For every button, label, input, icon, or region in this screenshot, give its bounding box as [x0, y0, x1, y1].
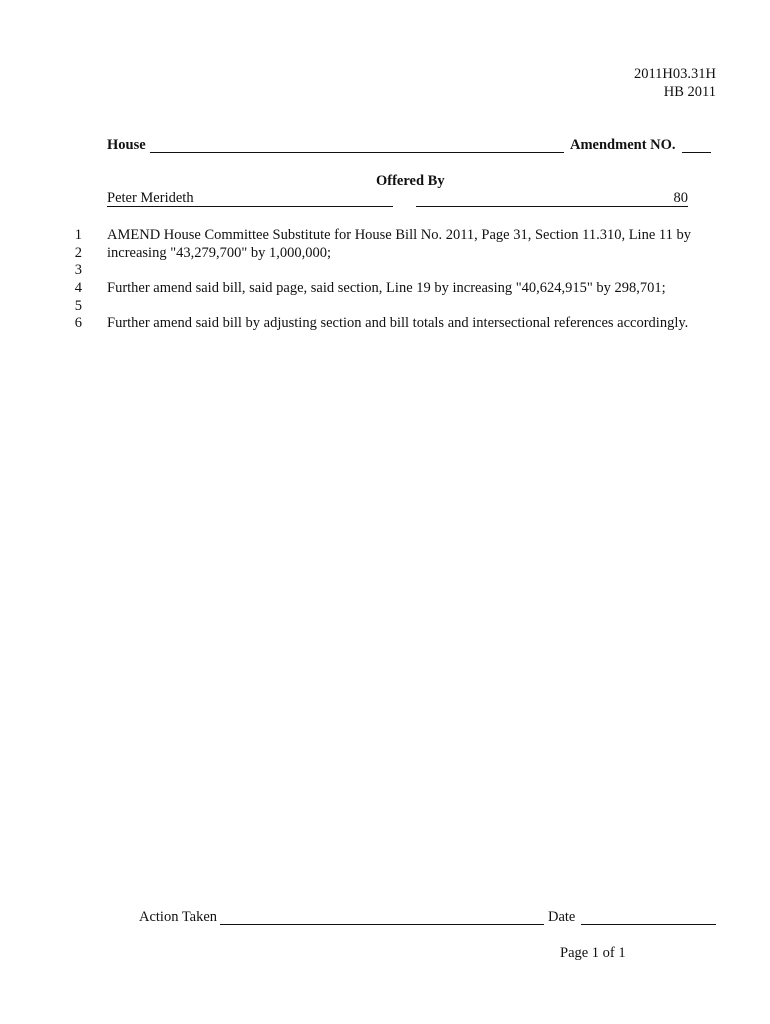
sponsor-line: [107, 190, 393, 207]
line-number: 4: [74, 280, 82, 296]
date-label: Date: [548, 909, 576, 925]
line-number: 5: [74, 298, 82, 314]
house-label: House: [107, 137, 146, 153]
line-text: Further amend said bill, said page, said section, Line 19 by increasing "40,624,915" by 298,701;: [107, 280, 666, 296]
document-code: 2011H03.31H: [633, 66, 716, 82]
line-text: Further amend said bill by adjusting section and bill totals and intersectional references accordingly.: [107, 315, 689, 331]
line-number: 3: [74, 262, 82, 278]
line-number: 1: [74, 227, 82, 243]
line-number: 2: [74, 245, 82, 261]
action-taken-blank: [220, 909, 544, 925]
sponsor-name: Peter Merideth: [107, 190, 194, 206]
bill-number: HB 2011: [663, 84, 716, 100]
page-number: Page 1 of 1: [560, 945, 626, 961]
line-number: 6: [74, 315, 82, 331]
amendment-label: Amendment NO.: [570, 137, 676, 153]
date-blank: [581, 909, 716, 925]
action-taken-label: Action Taken: [139, 909, 218, 925]
district-number: 80: [673, 190, 688, 206]
line-text: AMEND House Committee Substitute for House Bill No. 2011, Page 31, Section 11.310, Line 11 by: [107, 227, 691, 243]
district-line: [416, 190, 688, 207]
offered-by-label: Offered By: [376, 173, 445, 189]
house-blank-line: [150, 137, 564, 153]
amendment-number-blank: [682, 137, 711, 153]
line-text: increasing "43,279,700" by 1,000,000;: [107, 245, 332, 261]
